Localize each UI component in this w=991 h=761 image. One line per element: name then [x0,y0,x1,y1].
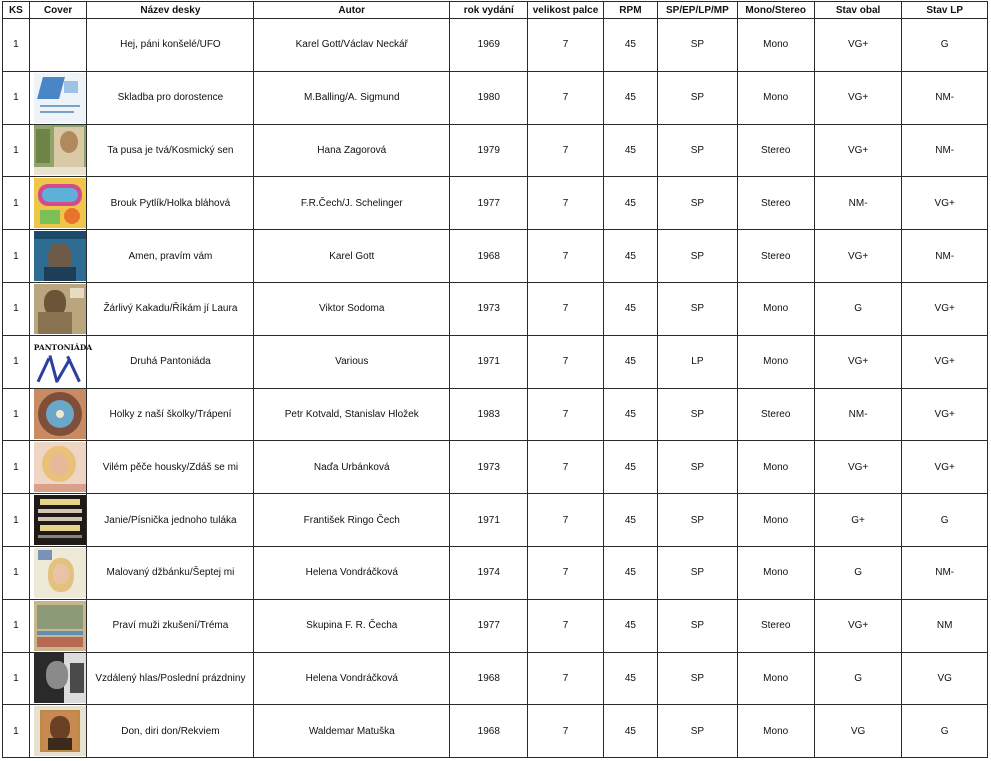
author-cell: Karel Gott [254,230,450,283]
format-cell: SP [658,71,737,124]
cover-cell [29,177,87,230]
album-cover-image [34,706,86,756]
year-cell: 1973 [450,441,528,494]
author-cell: Karel Gott/Václav Neckář [254,19,450,72]
format-cell: SP [658,599,737,652]
rpm-cell: 45 [603,546,658,599]
sleeve-condition-cell: NM- [814,177,902,230]
year-cell: 1968 [450,652,528,705]
cover-cell [29,71,87,124]
cover-cell [29,388,87,441]
format-cell: SP [658,441,737,494]
column-header-size: velikost palce [528,2,603,19]
rpm-cell: 45 [603,705,658,758]
rpm-cell: 45 [603,652,658,705]
ks-cell: 1 [3,230,30,283]
size-cell: 7 [528,705,603,758]
record-condition-cell: VG [902,652,988,705]
album-cover-image [34,442,86,492]
table-row [3,282,988,335]
year-cell: 1973 [450,282,528,335]
title-cell: Hej, páni konšelé/UFO [87,19,254,72]
sleeve-condition-cell: VG+ [814,124,902,177]
rpm-cell: 45 [603,494,658,547]
sound-cell: Mono [737,335,814,388]
year-cell: 1979 [450,124,528,177]
author-cell: F.R.Čech/J. Schelinger [254,177,450,230]
sleeve-condition-cell: VG+ [814,19,902,72]
rpm-cell: 45 [603,441,658,494]
records-table [2,1,988,758]
sound-cell: Stereo [737,599,814,652]
format-cell: SP [658,705,737,758]
format-cell: SP [658,494,737,547]
cover-cell [29,441,87,494]
sound-cell: Stereo [737,230,814,283]
column-header-record-condition: Stav LP [902,2,988,19]
sound-cell: Mono [737,19,814,72]
title-cell: Ta pusa je tvá/Kosmický sen [87,124,254,177]
record-condition-cell: G [902,705,988,758]
album-cover-text: PANTONIÁDA [33,342,93,352]
album-cover-empty [32,20,84,70]
cover-cell [29,335,93,388]
record-condition-cell: NM- [902,230,988,283]
title-cell: Druhá Pantoniáda [87,335,254,388]
cover-cell [29,652,87,705]
size-cell: 7 [528,230,603,283]
size-cell: 7 [528,282,603,335]
format-cell: SP [658,282,737,335]
rpm-cell: 45 [603,599,658,652]
record-condition-cell: VG+ [902,177,988,230]
sleeve-condition-cell: G [814,282,902,335]
title-cell: Vilém pěče housky/Zdáš se mi [87,441,254,494]
title-cell: Holky z naší školky/Trápení [87,388,254,441]
ks-cell: 1 [3,335,30,388]
size-cell: 7 [528,19,603,72]
author-cell: Skupina F. R. Čecha [254,599,450,652]
ks-cell: 1 [3,177,30,230]
record-condition-cell: VG+ [902,441,988,494]
year-cell: 1968 [450,230,528,283]
album-cover-image [34,389,86,439]
record-condition-cell: NM- [902,546,988,599]
sound-cell: Stereo [737,177,814,230]
record-condition-cell: NM- [902,71,988,124]
table-row [3,230,988,283]
format-cell: SP [658,230,737,283]
column-header-author: Autor [254,2,450,19]
rpm-cell: 45 [603,230,658,283]
column-header-sleeve-condition: Stav obal [814,2,902,19]
year-cell: 1980 [450,71,528,124]
format-cell: SP [658,19,737,72]
sleeve-condition-cell: VG+ [814,599,902,652]
ks-cell: 1 [3,599,30,652]
album-cover-image [34,73,86,123]
table-row [3,705,988,758]
table-row [3,599,988,652]
size-cell: 7 [528,441,603,494]
author-cell: Helena Vondráčková [254,546,450,599]
year-cell: 1969 [450,19,528,72]
table-row [3,546,988,599]
format-cell: SP [658,652,737,705]
title-cell: Vzdálený hlas/Poslední prázdniny [87,652,254,705]
record-condition-cell: NM- [902,124,988,177]
record-condition-cell: G [902,19,988,72]
column-header-ks: KS [3,2,30,19]
sleeve-condition-cell: VG+ [814,71,902,124]
sound-cell: Mono [737,652,814,705]
table-row [3,335,988,388]
sleeve-condition-cell: VG+ [814,335,902,388]
sound-cell: Mono [737,441,814,494]
album-cover-image [34,548,86,598]
column-header-title: Název desky [87,2,254,19]
cover-cell [29,282,87,335]
table-row [3,494,988,547]
rpm-cell: 45 [603,282,658,335]
author-cell: Viktor Sodoma [254,282,450,335]
ks-cell: 1 [3,388,30,441]
ks-cell: 1 [3,494,30,547]
column-header-rpm: RPM [603,2,658,19]
record-condition-cell: NM [902,599,988,652]
rpm-cell: 45 [603,335,658,388]
record-condition-cell: G [902,494,988,547]
table-row [3,388,988,441]
year-cell: 1977 [450,599,528,652]
sound-cell: Mono [737,494,814,547]
ks-cell: 1 [3,124,30,177]
title-cell: Žárlivý Kakadu/Říkám jí Laura [87,282,254,335]
rpm-cell: 45 [603,177,658,230]
year-cell: 1977 [450,177,528,230]
year-cell: 1971 [450,335,528,388]
ks-cell: 1 [3,282,30,335]
title-cell: Brouk Pytlík/Holka bláhová [87,177,254,230]
sound-cell: Stereo [737,388,814,441]
ks-cell: 1 [3,71,30,124]
author-cell: M.Balling/A. Sigmund [254,71,450,124]
table-row [3,177,988,230]
year-cell: 1971 [450,494,528,547]
sound-cell: Stereo [737,124,814,177]
rpm-cell: 45 [603,388,658,441]
format-cell: SP [658,124,737,177]
album-cover-image [34,653,86,703]
column-header-format: SP/EP/LP/MP [658,2,737,19]
format-cell: SP [658,546,737,599]
column-header-cover: Cover [29,2,87,19]
cover-cell [29,546,87,599]
sleeve-condition-cell: G [814,652,902,705]
format-cell: LP [658,335,737,388]
author-cell: Waldemar Matuška [254,705,450,758]
cover-cell [29,19,87,72]
ks-cell: 1 [3,652,30,705]
title-cell: Amen, pravím vám [87,230,254,283]
ks-cell: 1 [3,546,30,599]
year-cell: 1974 [450,546,528,599]
album-cover-image [34,601,86,651]
title-cell: Skladba pro dorostence [87,71,254,124]
size-cell: 7 [528,177,603,230]
cover-cell [29,124,87,177]
table-row [3,71,988,124]
size-cell: 7 [528,494,603,547]
sound-cell: Mono [737,705,814,758]
format-cell: SP [658,177,737,230]
album-cover-image [34,125,86,175]
sleeve-condition-cell: NM- [814,388,902,441]
author-cell: Hana Zagorová [254,124,450,177]
record-condition-cell: VG+ [902,282,988,335]
ks-cell: 1 [3,19,30,72]
table-row [3,19,988,72]
sleeve-condition-cell: VG+ [814,230,902,283]
size-cell: 7 [528,388,603,441]
table-row [3,124,988,177]
author-cell: František Ringo Čech [254,494,450,547]
author-cell: Various [254,335,450,388]
album-cover-image [34,495,86,545]
column-header-sound: Mono/Stereo [737,2,814,19]
sound-cell: Mono [737,282,814,335]
rpm-cell: 45 [603,19,658,72]
format-cell: SP [658,388,737,441]
cover-cell [29,705,87,758]
column-header-year: rok vydání [450,2,528,19]
album-cover-image [34,231,86,281]
size-cell: 7 [528,124,603,177]
year-cell: 1983 [450,388,528,441]
sleeve-condition-cell: VG+ [814,441,902,494]
record-condition-cell: VG+ [902,388,988,441]
sleeve-condition-cell: G [814,546,902,599]
title-cell: Praví muži zkušení/Tréma [87,599,254,652]
sound-cell: Mono [737,546,814,599]
size-cell: 7 [528,71,603,124]
title-cell: Janie/Písnička jednoho tuláka [87,494,254,547]
title-cell: Malovaný džbánku/Šeptej mi [87,546,254,599]
album-cover-image [33,337,93,387]
record-condition-cell: VG+ [902,335,988,388]
cover-cell [29,230,87,283]
rpm-cell: 45 [603,124,658,177]
size-cell: 7 [528,599,603,652]
size-cell: 7 [528,546,603,599]
author-cell: Petr Kotvald, Stanislav Hložek [254,388,450,441]
table-row [3,441,988,494]
size-cell: 7 [528,652,603,705]
album-cover-image [34,178,86,228]
sound-cell: Mono [737,71,814,124]
rpm-cell: 45 [603,71,658,124]
author-cell: Naďa Urbánková [254,441,450,494]
ks-cell: 1 [3,705,30,758]
table-body [3,19,988,758]
cover-cell [29,599,87,652]
album-cover-image [34,284,86,334]
header-row [3,2,988,19]
sleeve-condition-cell: VG [814,705,902,758]
size-cell: 7 [528,335,603,388]
ks-cell: 1 [3,441,30,494]
title-cell: Don, diri don/Rekviem [87,705,254,758]
cover-cell [29,494,87,547]
year-cell: 1968 [450,705,528,758]
table-row [3,652,988,705]
author-cell: Helena Vondráčková [254,652,450,705]
sleeve-condition-cell: G+ [814,494,902,547]
